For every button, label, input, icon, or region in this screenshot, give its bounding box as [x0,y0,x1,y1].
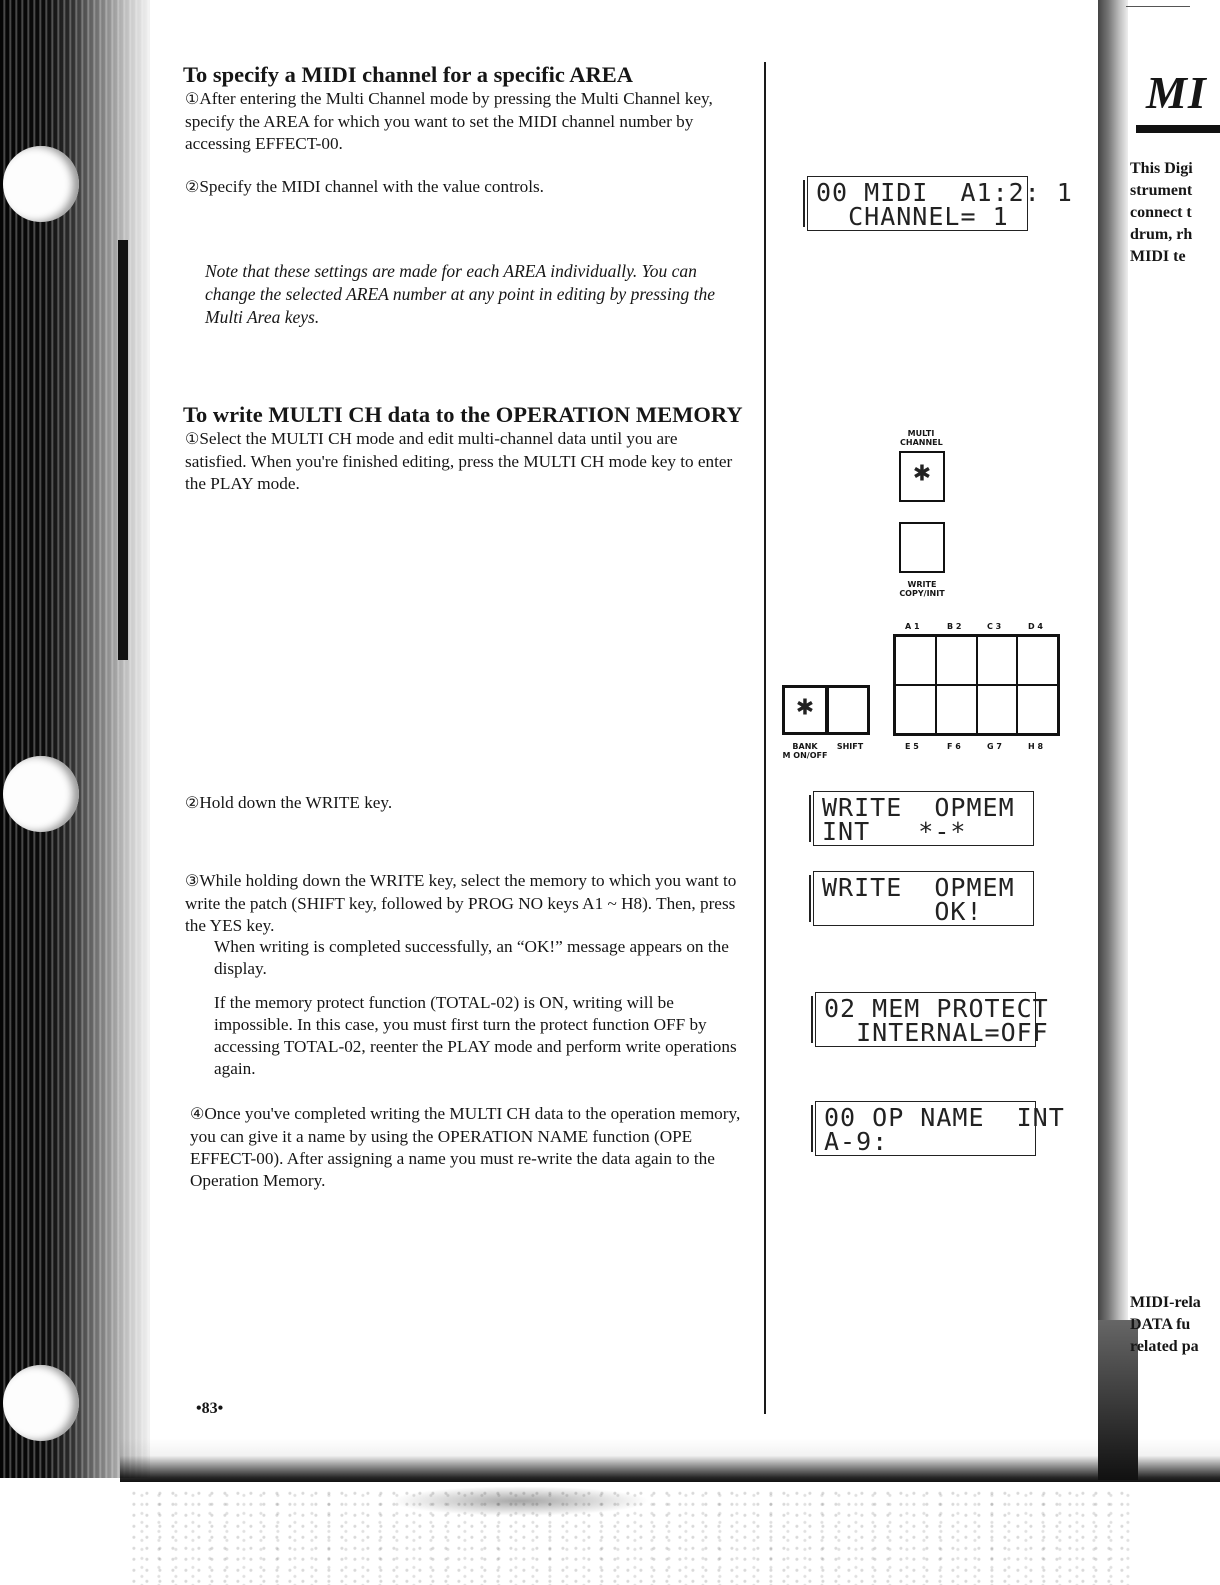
step-2-area [185,176,743,199]
lcd-midi-channel [807,176,1073,231]
binder-hole [3,146,79,222]
label-line: BANK [792,742,818,751]
label-line: WRITE [907,580,937,589]
write-step-3 [185,870,743,937]
step-text: While holding down the WRITE key, select the memory to which you want to write the patch (SHIFT key, followed by PROG NO keys A1 ~ H8). Then, press the YES key. [185,871,737,935]
binder-hole [3,1365,79,1441]
column-divider [764,62,766,1414]
prog-key-c3[interactable] [977,636,1018,685]
shift-key[interactable] [826,685,870,735]
pad-label-h8: H 8 [1028,742,1044,751]
label-line: MULTI [907,429,935,438]
lcd-line-2: INTERNAL=OFF [824,1018,1049,1047]
pad-label-e5: E 5 [905,742,919,751]
write-step-3-result: When writing is completed successfully, an “OK!” message appears on the display. [214,937,729,978]
next-page-text-top [1130,158,1193,268]
page-bottom-edge [120,1438,1220,1482]
lcd-line-1: WRITE OPMEM [822,793,1015,822]
step-text: Hold down the WRITE key. [199,793,393,812]
prog-key-g7[interactable] [977,685,1018,734]
lcd-op-name [815,1101,1065,1156]
write-key[interactable] [899,522,945,573]
prog-no-keys [893,634,1060,736]
write-step-2 [185,792,743,815]
step-number: ① [185,91,200,108]
text-line: connect t [1130,204,1192,221]
text-line: strument [1130,182,1193,199]
shift-key-label: SHIFT [836,742,864,751]
text-line: MIDI-rela [1130,1294,1201,1311]
prog-key-a1[interactable] [895,636,936,685]
page-number: •83• [196,1400,224,1417]
step-number: ② [185,795,200,812]
pad-label-d4: D 4 [1028,622,1043,631]
text-line: drum, rh [1130,226,1193,243]
lcd-line-1: WRITE OPMEM [822,873,1015,902]
lcd-line-2: INT *-* [822,817,967,846]
step-number: ④ [190,1106,205,1123]
step-number: ③ [185,873,200,890]
bank-key-label [780,742,830,760]
step-number: ① [185,431,200,448]
pad-label-c3: C 3 [987,622,1002,631]
lcd-line-2: OK! [822,897,983,926]
area-note: Note that these settings are made for each AREA individually. You can change the selected AREA number at any point in editing by pressing the Multi Area keys. [205,261,715,327]
binder-edge [0,0,150,1478]
write-key-label [892,580,952,598]
page-gutter [1098,0,1128,1480]
text-line: DATA fu [1130,1316,1191,1333]
scan-noise [130,1490,1130,1585]
text-line: This Digi [1130,160,1193,177]
lcd-mem-protect [815,992,1049,1047]
next-page-title: MI [1146,67,1207,118]
step-text: Specify the MIDI channel with the value controls. [199,177,544,196]
write-step-3-protect: If the memory protect function (TOTAL-02) is ON, writing will be impossible. In this case, you must first turn the protect function OFF by accessing TOTAL-02, reenter the PLAY mode and perform write operations again. [214,993,737,1078]
step-text: Once you've completed writing the MULTI CH data to the operation memory, you can give it a name by using the OPERATION NAME function (OPE EFFECT-00). After assigning a name you must re-write the data again to the Operation Memory. [190,1104,741,1190]
step-1-area [185,88,743,155]
lcd-line-2: A-9: [824,1127,889,1156]
lcd-line-1: 02 MEM PROTECT [824,994,1049,1023]
text-line: MIDI te [1130,248,1186,265]
step-text: Select the MULTI CH mode and edit multi-channel data until you are satisfied. When you're finished editing, press the MULTI CH mode key to enter the PLAY mode. [185,429,733,493]
label-line: CHANNEL [900,438,943,447]
pad-label-b2: B 2 [947,622,962,631]
title-underline [1136,125,1220,133]
lcd-write-opmem [813,791,1034,846]
pad-label-a1: A 1 [905,622,920,631]
prog-key-d4[interactable] [1017,636,1058,685]
text-line: related pa [1130,1338,1199,1355]
pad-label-g7: G 7 [987,742,1002,751]
binder-strip [118,240,128,660]
prog-key-b2[interactable] [936,636,977,685]
next-page-text-bottom [1130,1292,1201,1358]
write-step-1 [185,428,743,495]
prog-key-e5[interactable] [895,685,936,734]
lcd-line-1: 00 OP NAME INT [824,1103,1065,1132]
lcd-write-ok [813,871,1034,926]
pad-label-f6: F 6 [947,742,961,751]
step-number: ② [185,179,200,196]
lcd-line-2: CHANNEL= 1 [816,202,1009,231]
multi-channel-key[interactable] [899,451,945,502]
prog-key-h8[interactable] [1017,685,1058,734]
label-line: COPY/INIT [899,589,945,598]
section-heading-midi-area: To specify a MIDI channel for a specific AREA [183,62,633,87]
bank-key[interactable] [782,685,828,735]
section-heading-write-memory: To write MULTI CH data to the OPERATION MEMORY [183,402,743,427]
write-step-4 [190,1103,743,1192]
binder-hole [3,756,79,832]
lcd-line-1: 00 MIDI A1:2: 1 [816,178,1073,207]
next-page-fragment [1126,0,1220,1478]
prog-key-f6[interactable] [936,685,977,734]
step-text: After entering the Multi Channel mode by pressing the Multi Channel key, specify the AREA for which you want to set the MIDI channel number by accessing EFFECT-00. [185,89,713,153]
label-line: M ON/OFF [782,751,828,760]
multi-channel-label [900,429,942,447]
